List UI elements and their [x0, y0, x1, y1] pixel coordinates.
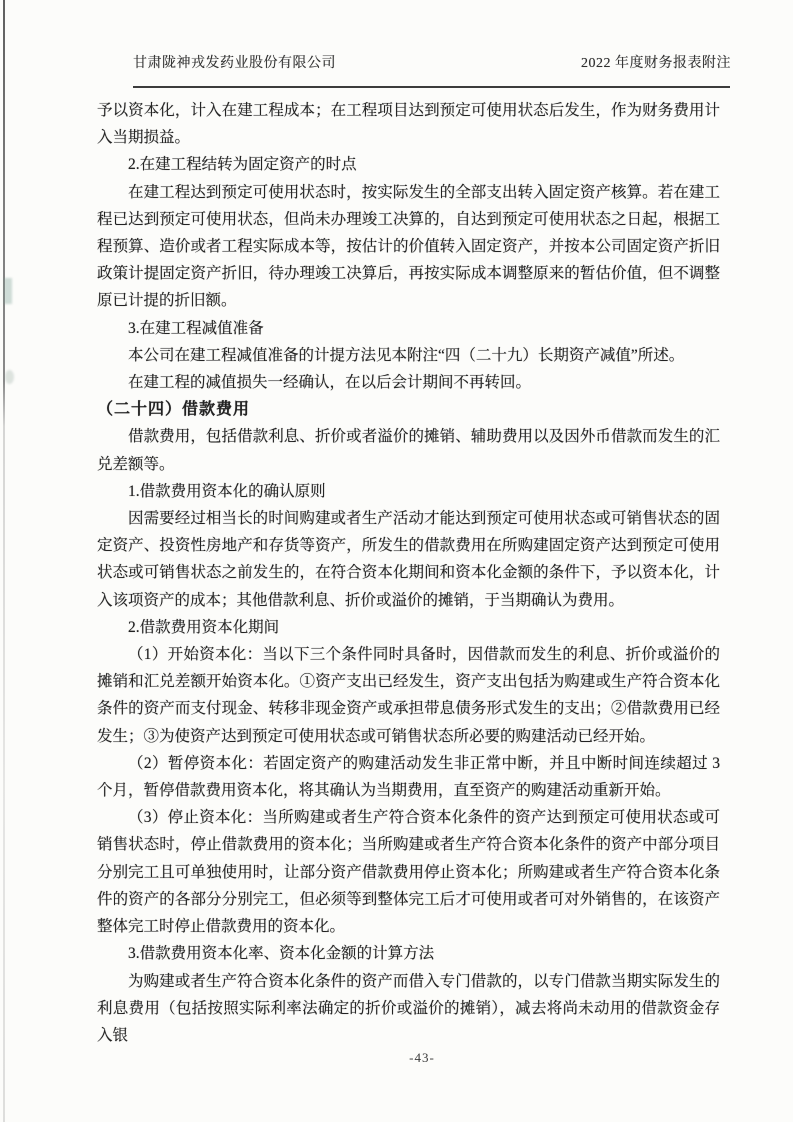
header-divider — [133, 86, 730, 88]
paragraph: 2.借款费用资本化期间 — [128, 618, 280, 636]
paragraph: （二十四）借款费用 — [97, 401, 251, 419]
page-header — [133, 52, 731, 72]
page-number: -43- — [409, 1050, 435, 1065]
paragraph: 在建工程达到预定可使用状态时，按实际发生的全部支出转入固定资产核算。若在建工程已达到预定可使用状态，但尚未办理竣工决算的，自达到预定可使用状态之日起，根据工程预算、造价或者工程实际成本等，按估计的价值转入固定资产，并按本公司固定资产折旧政策计提固定资产折旧，待办理竣工决算后，再按实际成本调整原来的暂估价值，但不调整原已计提的折旧额。 — [97, 183, 720, 310]
paragraph: （1）开始资本化：当以下三个条件同时具备时，因借款而发生的利息、折价或溢价的摊销和汇兑差额开始资本化。①资产支出已经发生，资产支出包括为购建或生产符合资本化条件的资产而支付现金、转移非现金资产或承担带息债务形式发生的支出；②借款费用已经发生；③为使资产达到预定可使用状态或可销售状态所必要的购建活动已经开始。 — [97, 646, 720, 745]
paragraph: 借款费用，包括借款利息、折价或者溢价的摊销、辅助费用以及因外币借款而发生的汇兑差额等。 — [97, 428, 720, 473]
header-company-name: 甘肃陇神戎发药业股份有限公司 — [133, 56, 336, 71]
scan-artifact-speck — [5, 370, 14, 384]
paragraph: 在建工程的减值损失一经确认，在以后会计期间不再转回。 — [128, 374, 532, 392]
paragraph: 予以资本化，计入在建工程成本；在工程项目达到预定可使用状态后发生，作为财务费用计入当期损益。 — [97, 102, 720, 147]
paragraph: 2.在建工程结转为固定资产的时点 — [128, 156, 357, 174]
paragraph: 3.借款费用资本化率、资本化金额的计算方法 — [128, 945, 435, 963]
paragraph: 因需要经过相当长的时间购建或者生产活动才能达到预定可使用状态或可销售状态的固定资产、投资性房地产和存货等资产，所发生的借款费用在所购建固定资产达到预定可使用状态或可销售状态之前发生的，在符合资本化期间和资本化金额的条件下，予以资本化，计入该项资产的成本；其他借款利息、折价或溢价的摊销，于当期确认为费用。 — [97, 510, 720, 609]
paragraph: 本公司在建工程减值准备的计提方法见本附注“四（二十九）长期资产减值”所述。 — [128, 346, 685, 364]
paragraph: （2）暂停资本化：若固定资产的购建活动发生非正常中断，并且中断时间连续超过 3 个月，暂停借款费用资本化，将其确认为当期费用，直至资产的购建活动重新开始。 — [97, 754, 720, 800]
scan-artifact-line — [3, 0, 5, 1122]
document-body — [97, 97, 720, 1049]
page-footer — [97, 1050, 747, 1066]
scan-artifact-speck — [4, 278, 12, 304]
paragraph: 3.在建工程减值准备 — [128, 319, 264, 337]
paragraph: （3）停止资本化：当所购建或者生产符合资本化条件的资产达到预定可使用状态或可销售状态时，停止借款费用的资本化；当所购建或者生产符合资本化条件的资产中部分项目分别完工且可单独使用时，让部分资产借款费用停止资本化；所购建或者生产符合资本化条件的资产的各部分分别完工，但必须等到整体完工后才可使用或者可对外销售的，在该资产整体完工时停止借款费用的资本化。 — [97, 809, 720, 936]
header-report-title: 2022 年度财务报表附注 — [581, 56, 731, 71]
paragraph: 为购建或者生产符合资本化条件的资产而借入专门借款的，以专门借款当期实际发生的利息费用（包括按照实际利率法确定的折价或溢价的摊销），减去将尚未动用的借款资金存入银 — [97, 972, 720, 1044]
paragraph: 1.借款费用资本化的确认原则 — [128, 482, 326, 500]
